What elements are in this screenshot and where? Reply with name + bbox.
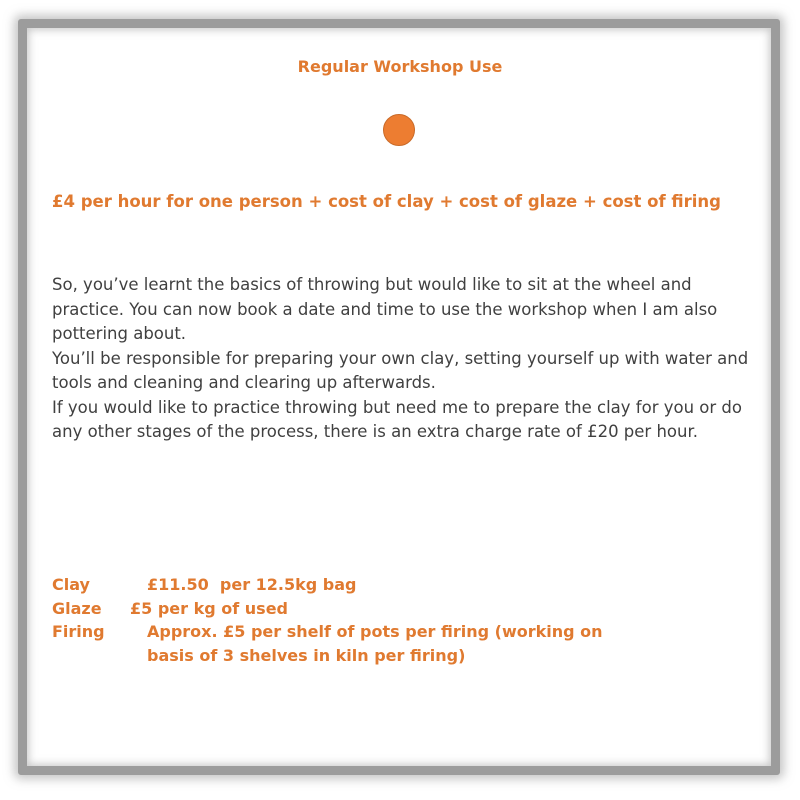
price-label: Firing: [52, 622, 105, 641]
orange-dot-icon: [383, 114, 415, 146]
price-label: Clay: [52, 575, 90, 594]
price-label: Glaze: [52, 598, 102, 618]
page-title: Regular Workshop Use: [297, 57, 503, 76]
description-paragraph: So, you’ve learnt the basics of throwing but would like to sit at the wheel and practice. You can now book a date and time to use the workshop when I am also pottering about.: [52, 275, 718, 343]
price-value: £5 per kg of used: [130, 598, 289, 618]
description-paragraph: You’ll be responsible for preparing your own clay, setting yourself up with water and tools and cleaning and clearing up afterwards.: [52, 348, 749, 392]
price-value: Approx. £5 per shelf of pots per firing (working on basis of 3 shelves in kiln per firing): [147, 622, 603, 665]
description: [52, 273, 752, 445]
description-paragraph: If you would like to practice throwing but need me to prepare the clay for you or do any other stages of the process, there is an extra charge rate of £20 per hour.: [52, 397, 742, 441]
hourly-rate: £4 per hour for one person + cost of clay + cost of glaze + cost of firing: [52, 192, 721, 211]
price-value: £11.50 per 12.5kg bag: [147, 575, 357, 594]
